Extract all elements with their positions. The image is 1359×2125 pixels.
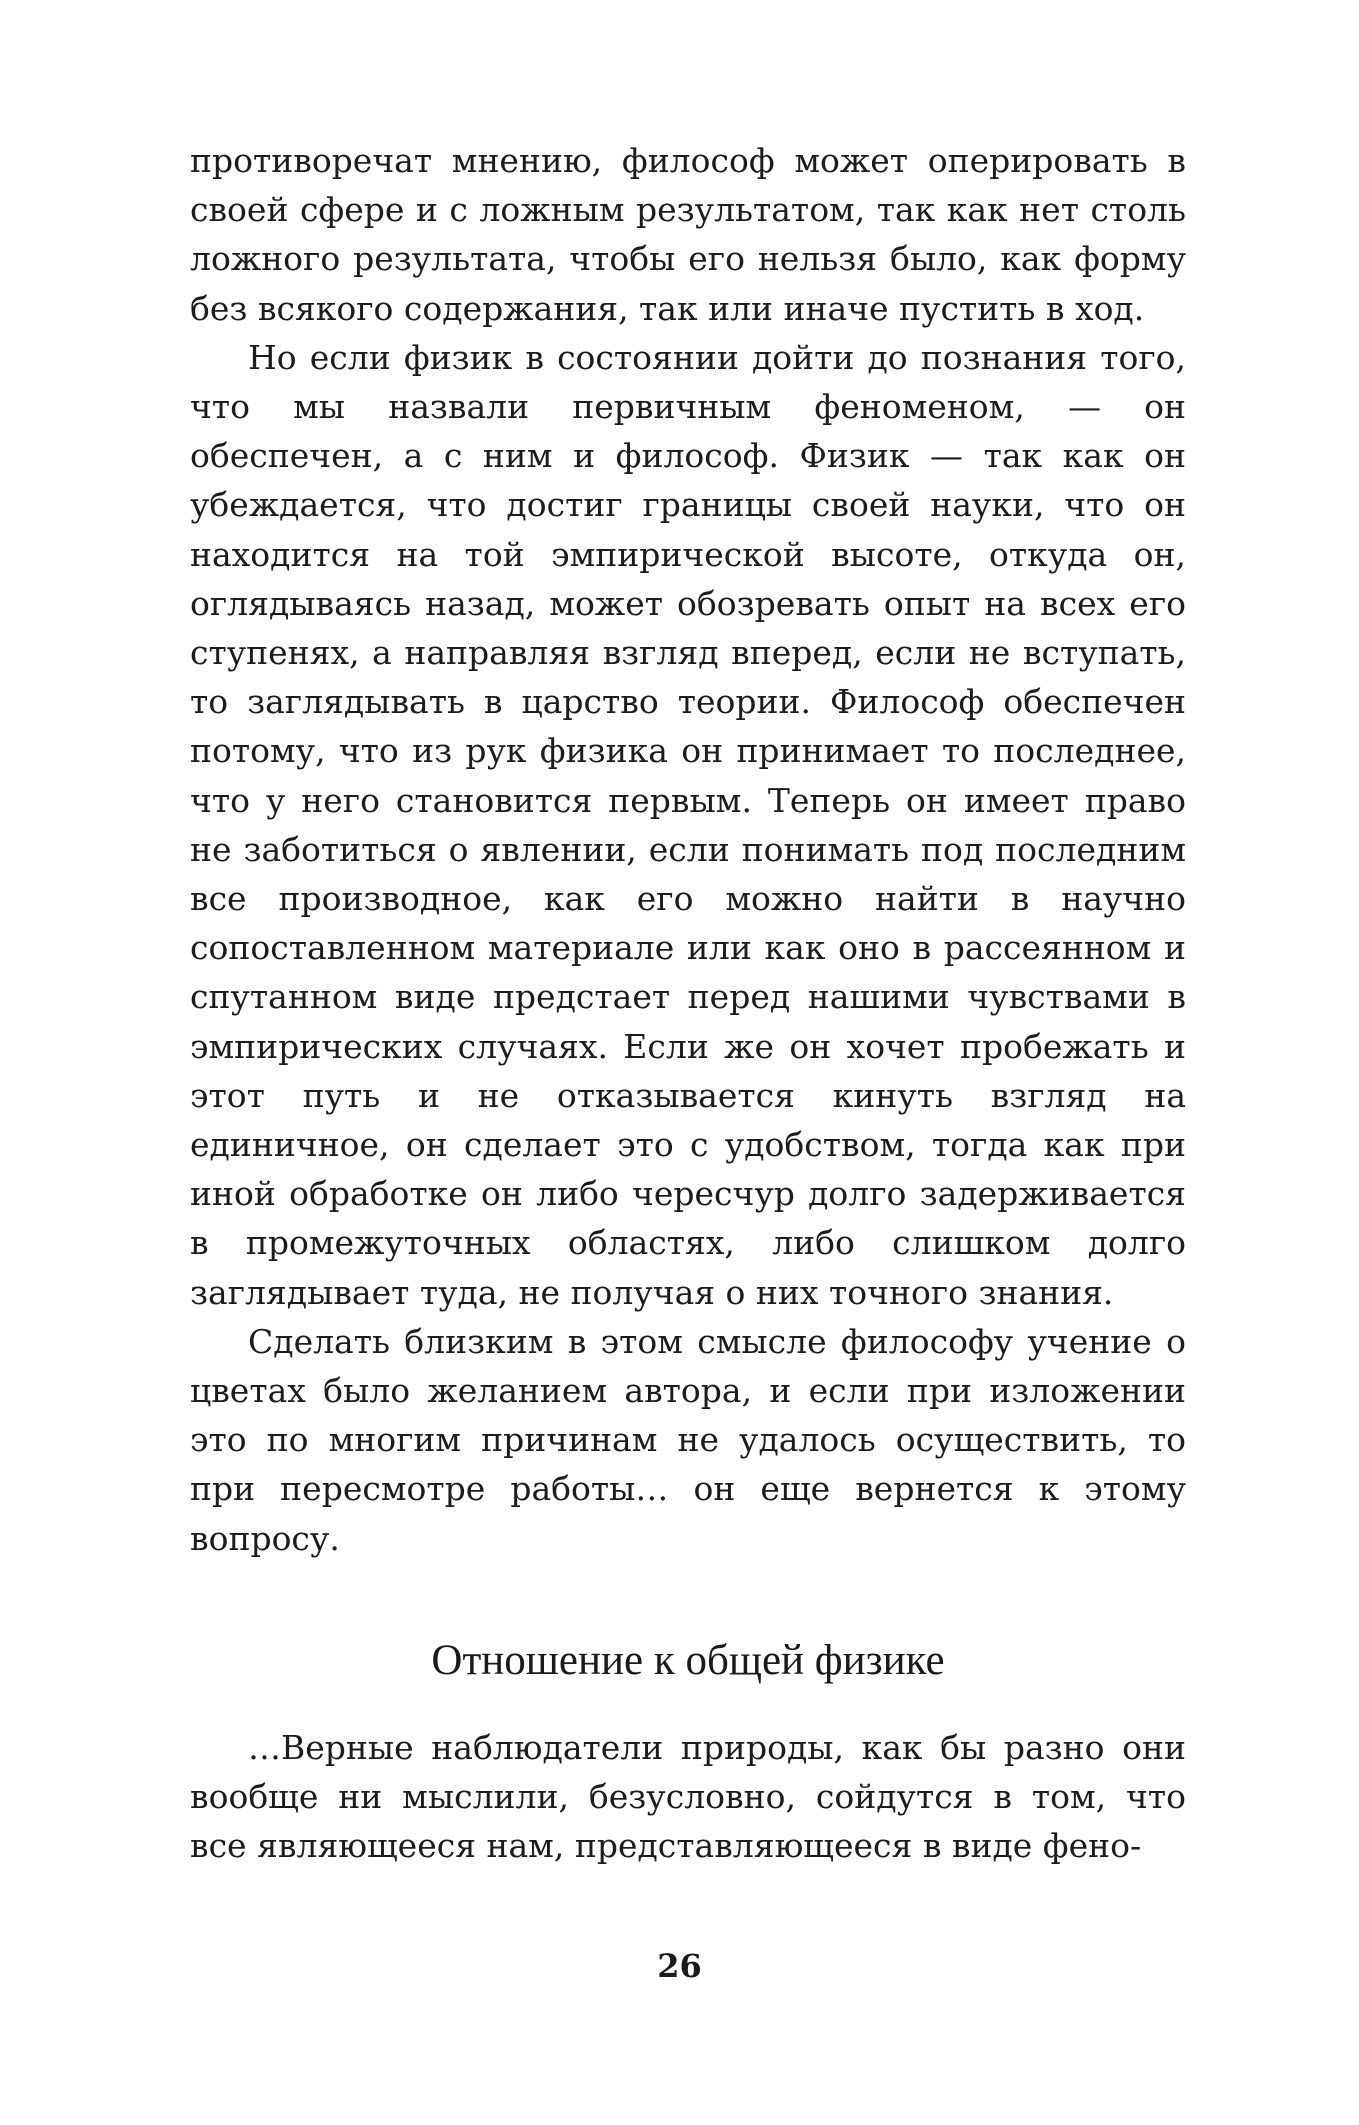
body-text	[190, 136, 1186, 1871]
page-number: 26	[657, 1947, 702, 1985]
section-heading: Отношение к общей физике	[431, 1636, 945, 1684]
paragraph-observers: …Верные наблюдатели природы, как бы разно они вообще ни мыслили, безусловно, сойдутся в том, что все являющееся нам, представляющееся в виде фено-	[190, 1727, 1186, 1866]
paragraph-continuation: противоречат мнению, философ может оперировать в своей сфере и с ложным результатом, так как нет столь ложного результата, чтобы его нельзя было, как форму без всякого содержания, так или иначе пустить в ход.	[190, 141, 1186, 328]
paragraph-physicist: Но если физик в состоянии дойти до познания того, что мы назвали первичным феноменом, — он обеспечен, а с ним и философ. Физик — так как он убеждается, что достиг границы своей науки, что он находится на той эмпирической высоте, откуда он, оглядываясь назад, может обозревать опыт на всех его ступенях, а направляя взгляд вперед, если не вступать, то заглядывать в царство теории. Философ обеспечен потому, что из рук физика он принимает то последнее, что у него становится первым. Теперь он имеет право не заботиться о явлении, если понимать под последним все производное, как его можно найти в научно сопоставленном материале или как оно в рассеянном и спутанном виде предстает перед нашими чувствами в эмпирических случаях. Если же он хочет пробежать и этот путь и не отказывается кинуть взгляд на единичное, он сделает это с удобством, тогда как при иной обработке он либо чересчур долго задерживается в промежуточных областях, либо слишком долго заглядывает туда, не получая о них точного знания.	[190, 337, 1186, 1312]
paragraph-author-wish: Сделать близким в этом смысле философу учение о цветах было желанием автора, и если при изложении это по многим причинам не удалось осуществить, то при пересмотре работы… он еще вернется к этому вопросу.	[190, 1321, 1186, 1558]
